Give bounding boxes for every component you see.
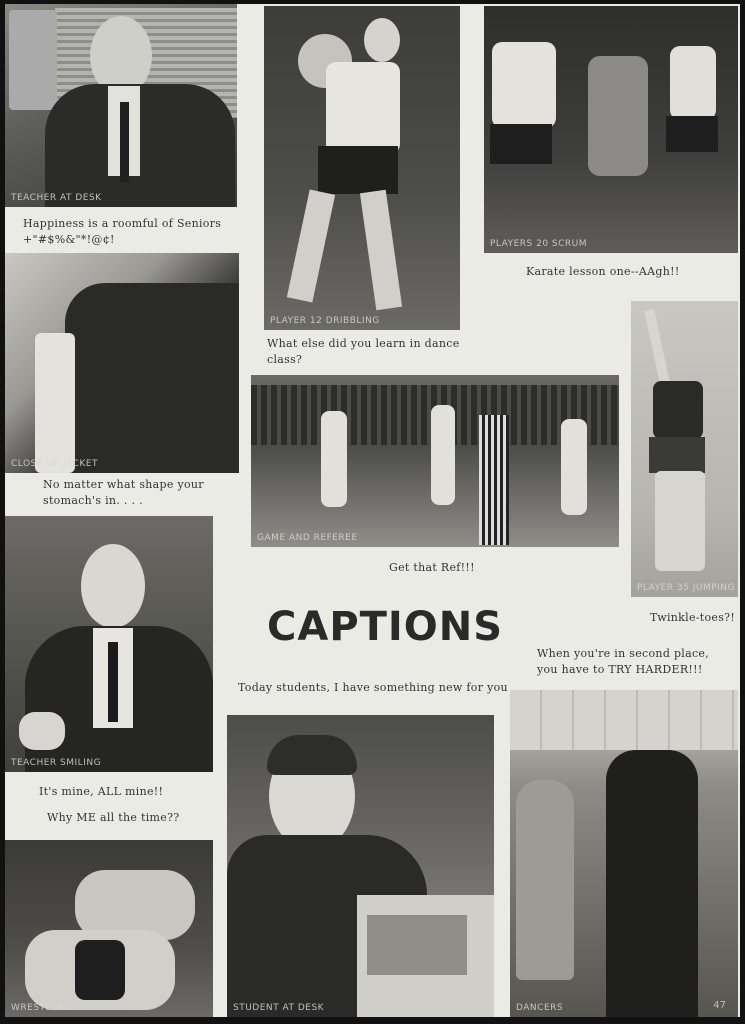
caption-ref: Get that Ref!!! (389, 561, 475, 574)
caption-seniors-line1: Happiness is a roomful of Seniors (23, 217, 222, 230)
caption-students: Today students, I have something new for you (238, 681, 508, 694)
teacher-head (81, 544, 145, 628)
player-c (561, 419, 587, 515)
photo-student-desk (227, 715, 494, 1017)
page-number: 47 (713, 1000, 726, 1011)
teacher-tie (108, 642, 118, 722)
dancer-man (606, 750, 698, 1017)
player-a (321, 411, 347, 507)
shirt (35, 333, 75, 473)
player-leg-right (360, 190, 402, 310)
player-head (364, 18, 400, 62)
photo-player-35 (631, 301, 738, 597)
photo-label: STUDENT AT DESK (233, 1003, 325, 1013)
photo-label: TEACHER SMILING (11, 758, 102, 768)
man-suit (45, 84, 235, 207)
man-tie (120, 102, 129, 182)
photo-label: DANCERS (516, 1003, 564, 1013)
photo-label: WRESTLERS (11, 1003, 71, 1013)
photo-dance (510, 690, 738, 1017)
player-35-jersey (653, 381, 703, 439)
player-shorts (318, 146, 398, 194)
player-jersey (326, 62, 400, 154)
player-mid (588, 56, 648, 176)
player-right-jersey (670, 46, 716, 120)
caption-seniors-line2: +"#$%&"*!@¢! (23, 233, 115, 246)
photo-teacher-desk (5, 4, 237, 207)
caption-why-me: Why ME all the time?? (47, 811, 180, 824)
player-35-shorts (649, 437, 705, 473)
caption-dance-line1: What else did you learn in dance (267, 337, 460, 350)
photo-label: PLAYER 35 JUMPING (637, 583, 736, 593)
player-20-jersey (492, 42, 556, 128)
student-hair (267, 735, 357, 775)
caption-stomach-line1: No matter what shape your (43, 478, 204, 491)
player-right-shorts (666, 116, 718, 152)
player-b (431, 405, 455, 505)
teacher-hand (19, 712, 65, 750)
wrestler-singlet (75, 940, 125, 1000)
caption-harder-line2: you have to TRY HARDER!!! (537, 663, 703, 676)
player-20-shorts (490, 124, 552, 164)
player-leg-left (287, 189, 335, 302)
yearbook-page (5, 4, 740, 1017)
page-title: CAPTIONS (267, 604, 504, 650)
photo-teacher-smiling (5, 516, 213, 772)
dancer-woman (516, 780, 574, 980)
photo-label: PLAYERS 20 SCRUM (490, 239, 588, 249)
caption-dance-line2: class? (267, 353, 303, 366)
magazine (367, 915, 467, 975)
caption-karate: Karate lesson one--AAgh!! (526, 265, 680, 278)
photo-stomach (5, 253, 239, 473)
caption-stomach-line2: stomach's in. . . . (43, 494, 143, 507)
photo-label: GAME AND REFEREE (257, 533, 358, 543)
photo-game-ref (251, 375, 619, 547)
jacket (65, 283, 239, 473)
caption-harder-line1: When you're in second place, (537, 647, 710, 660)
caption-mine: It's mine, ALL mine!! (39, 785, 164, 798)
caption-twinkle: Twinkle-toes?! (650, 611, 736, 624)
photo-wrestling (5, 840, 213, 1017)
photo-basketball-12 (264, 6, 460, 330)
photo-label: TEACHER AT DESK (11, 193, 102, 203)
photo-karate-game (484, 6, 738, 253)
referee (479, 415, 509, 545)
photo-label: CLOSE-UP JACKET (11, 459, 98, 469)
player-35-legs (655, 471, 705, 571)
coffee-urn (9, 10, 57, 110)
ceiling (510, 690, 738, 750)
photo-label: PLAYER 12 DRIBBLING (270, 316, 380, 326)
